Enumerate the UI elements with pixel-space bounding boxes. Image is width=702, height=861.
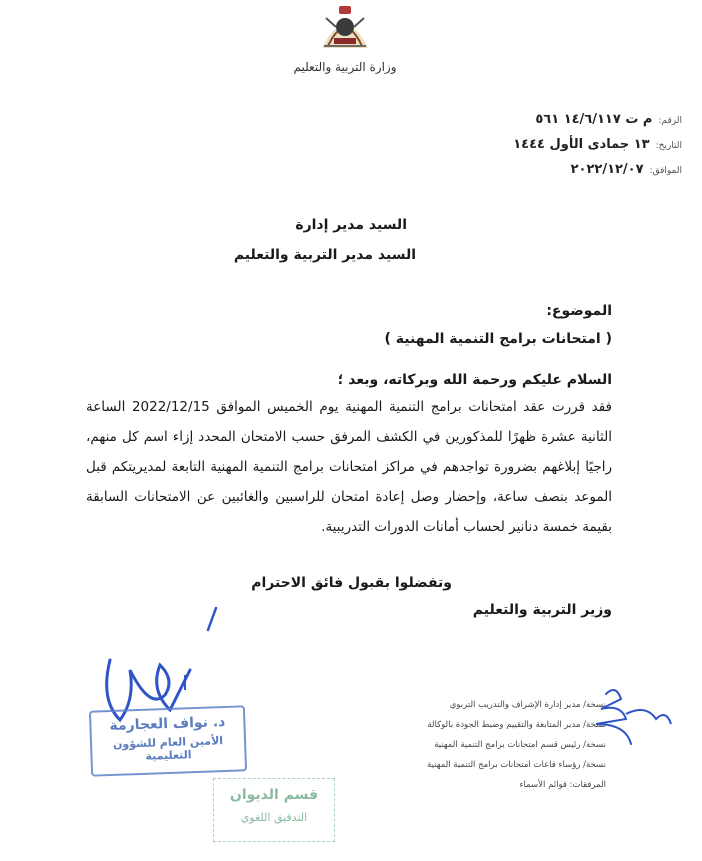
secretary-general-stamp <box>89 705 247 776</box>
addressee-line-2: السيد مدير التربية والتعليم <box>233 247 416 263</box>
cc-signature-icon <box>586 664 676 754</box>
reference-number-row <box>442 112 682 137</box>
closing-regards: وتفضلوا بقبول فائق الاحترام <box>251 575 452 591</box>
diwan-stamp-line-2: التدقيق اللغوي <box>240 811 308 824</box>
cc-item: نسخة/ رؤساء قاعات امتحانات برامج التنمية المهنية <box>427 760 606 770</box>
cc-item: نسخة/ مدير المتابعة والتقييم وضبط الجودة بالوكالة <box>427 720 606 730</box>
hijri-date-row <box>442 137 682 162</box>
letter-meta <box>442 112 682 187</box>
subject-text: ( امتحانات برامج التنمية المهنية ) <box>384 331 612 347</box>
cc-item: نسخة/ رئيس قسم امتحانات برامج التنمية المهنية <box>434 740 606 750</box>
stamp-title: الأمين العام للشؤون التعليمية <box>112 734 224 763</box>
ministry-name: وزارة التربية والتعليم <box>293 60 397 74</box>
hijri-date-value: ١٣ جمادى الأول ١٤٤٤ <box>513 137 650 152</box>
attachments-line: المرفقات: قوائم الأسماء <box>519 780 606 790</box>
copies-list <box>346 695 606 795</box>
gregorian-date-value: ٢٠٢٢/١٢/٠٧ <box>570 162 644 177</box>
subject-label: الموضوع: <box>546 303 612 319</box>
gregorian-date-row <box>442 162 682 187</box>
diwan-stamp <box>213 778 335 842</box>
stamp-name: د. نواف العجارمة <box>109 713 226 735</box>
letter-body <box>86 392 612 542</box>
cc-item: نسخة/ مدير إدارة الإشراف والتدريب التربوي <box>449 700 606 710</box>
greeting: السلام عليكم ورحمة الله وبركاته، وبعد ؛ <box>337 372 612 388</box>
reference-number-label: الرقم: <box>658 116 682 126</box>
hijri-date-label: التاريخ: <box>655 141 682 151</box>
addressee-line-1: السيد مدير إدارة <box>295 217 407 233</box>
body-paragraph: فقد قررت عقد امتحانات برامج التنمية المهنية يوم الخميس الموافق 2022/12/15 الساعة الثانية عشرة ظهرًا للمذكورين في الكشف المرفق حسب الامتحان المحدد إزاء اسم كل منهم، راجيًا إبلاغهم بضرورة تواجدهم في مراكز امتحانات برامج التنمية المهنية التابعة لمديريتكم قبل الموعد بنصف ساعة، وإحضار وصل إعادة امتحان للراسبين والغائبين عن الامتحانات السابقة بقيمة خمسة دنانير لحساب أمانات الدورات التدريبية. <box>86 399 613 535</box>
reference-number-value: م ت ١٤/٦/١١٧ ٥٦١ <box>535 112 653 127</box>
signatory-title: وزير التربية والتعليم <box>472 602 612 618</box>
jordan-coat-of-arms-icon <box>316 0 374 52</box>
gregorian-date-label: الموافق: <box>649 166 682 176</box>
handwritten-mark-icon <box>204 606 220 632</box>
diwan-stamp-line-1: قسم الديوان <box>229 787 319 803</box>
